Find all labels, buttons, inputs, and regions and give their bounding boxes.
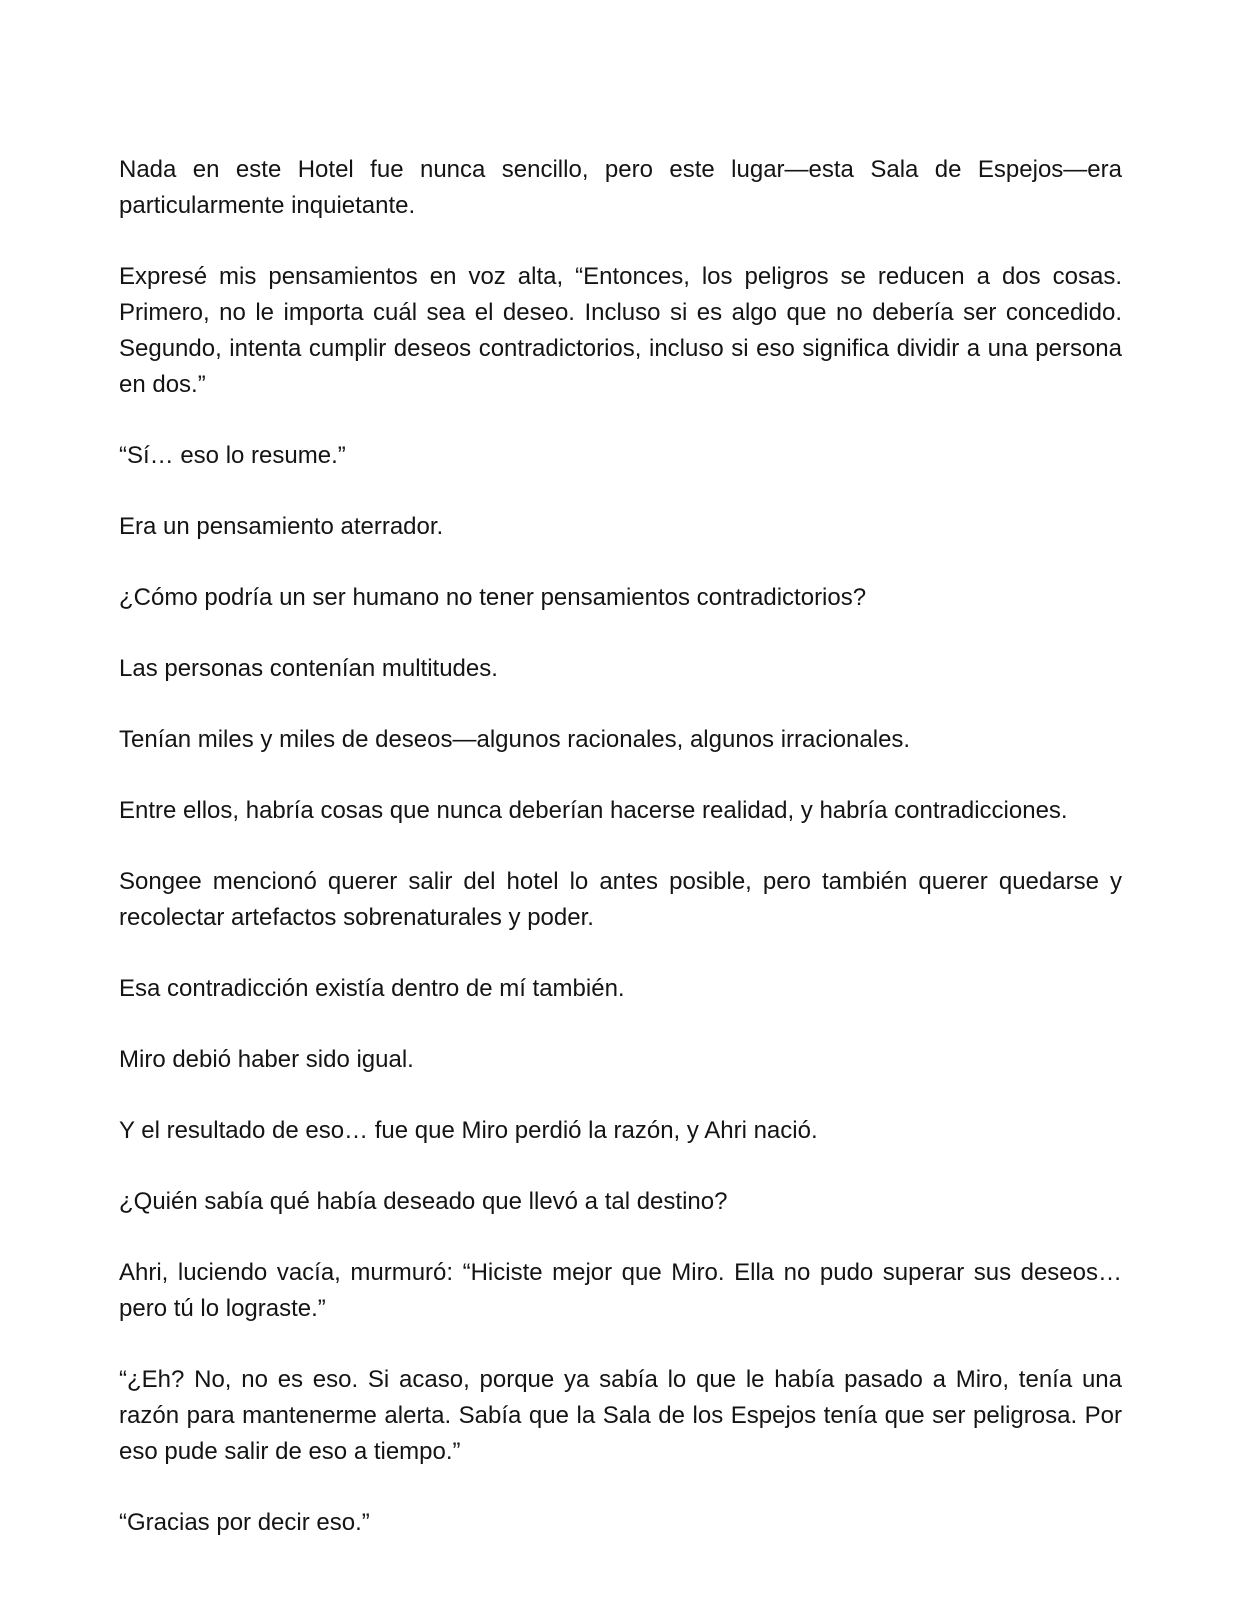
paragraph: Songee mencionó querer salir del hotel lo antes posible, pero también querer quedarse y recolectar artefactos sobrenaturales y poder. <box>119 868 1122 931</box>
paragraph: ¿Cómo podría un ser humano no tener pensamientos contradictorios? <box>119 584 867 611</box>
paragraph: “Sí… eso lo resume.” <box>119 442 346 469</box>
paragraph: Las personas contenían multitudes. <box>119 655 498 682</box>
paragraph: Entre ellos, habría cosas que nunca deberían hacerse realidad, y habría contradicciones. <box>119 797 1068 824</box>
paragraph: Miro debió haber sido igual. <box>119 1046 414 1073</box>
paragraph: Era un pensamiento aterrador. <box>119 513 444 540</box>
body-text <box>119 152 1122 1541</box>
paragraph: Nada en este Hotel fue nunca sencillo, pero este lugar—esta Sala de Espejos—era particularmente inquietante. <box>119 156 1122 219</box>
paragraph: Y el resultado de eso… fue que Miro perdió la razón, y Ahri nació. <box>119 1117 818 1144</box>
paragraph: Ahri, luciendo vacía, murmuró: “Hiciste mejor que Miro. Ella no pudo superar sus deseos… pero tú lo lograste.” <box>119 1259 1122 1322</box>
paragraph: ¿Quién sabía qué había deseado que llevó a tal destino? <box>119 1188 728 1215</box>
paragraph: Esa contradicción existía dentro de mí también. <box>119 975 625 1002</box>
paragraph: “Gracias por decir eso.” <box>119 1509 370 1536</box>
paragraph: “¿Eh? No, no es eso. Si acaso, porque ya sabía lo que le había pasado a Miro, tenía una razón para mantenerme alerta. Sabía que la Sala de los Espejos tenía que ser peligrosa. Por eso pude salir de eso a tiempo.” <box>119 1366 1122 1465</box>
paragraph: Tenían miles y miles de deseos—algunos racionales, algunos irracionales. <box>119 726 911 753</box>
paragraph: Expresé mis pensamientos en voz alta, “Entonces, los peligros se reducen a dos cosas. Primero, no le importa cuál sea el deseo. Incluso si es algo que no debería ser concedido. Segundo, intenta cumplir deseos contradictorios, incluso si eso significa dividir a una persona en dos.” <box>119 263 1122 398</box>
